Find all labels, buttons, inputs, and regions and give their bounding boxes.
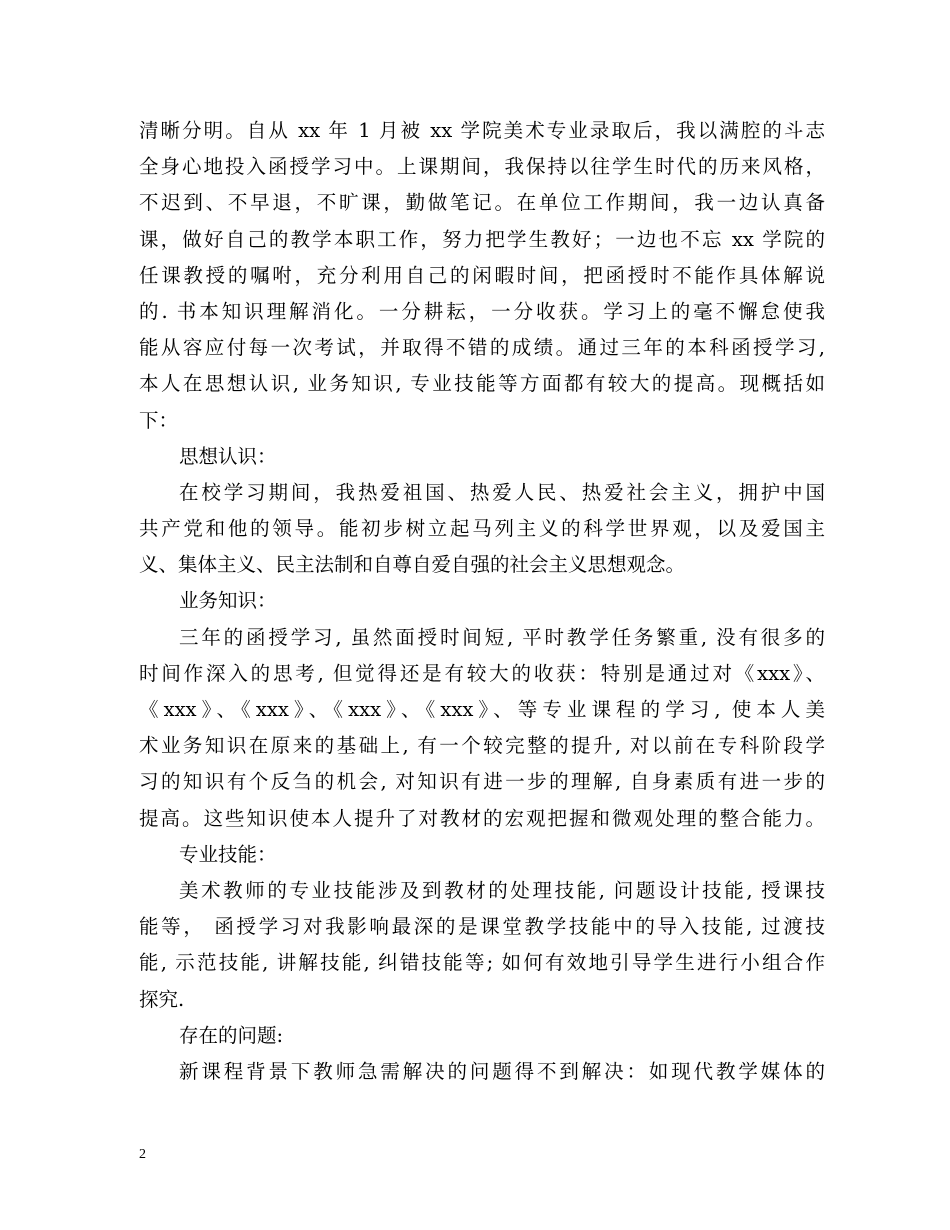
text-line: 下： (139, 408, 179, 432)
text-line: 提高。这些知识使本人提升了对教材的宏观把握和微观处理的整合能力。 (139, 806, 825, 830)
text-line: 能, 示范技能, 讲解技能, 纠错技能等; 如何有效地引导学生进行小组合作 (139, 951, 825, 975)
text-line: 习的知识有个反刍的机会, 对知识有进一步的理解, 自身素质有进一步的 (139, 770, 825, 794)
text-line: 探究. (139, 987, 185, 1011)
page-number: 2 (139, 1147, 146, 1162)
text-line: 在校学习期间，我热爱祖国、热爱人民、热爱社会主义，拥护中国 (179, 480, 825, 504)
text-line: 共产党和他的领导。能初步树立起马列主义的科学世界观，以及爱国主 (139, 517, 825, 541)
text-line: 美术教师的专业技能涉及到教材的处理技能, 问题设计技能, 授课技 (179, 878, 825, 902)
text-line: 清晰分明。自从 xx 年 1 月被 xx 学院美术专业录取后，我以满腔的斗志 (139, 119, 825, 142)
text-line: 术业务知识在原来的基础上, 有一个较完整的提升, 对以前在专科阶段学 (139, 734, 825, 758)
text-line: 能从容应付每一次考试，并取得不错的成绩。通过三年的本科函授学习, (139, 336, 825, 360)
text-line: 义、集体主义、民主法制和自尊自爱自强的社会主义思想观念。 (139, 553, 686, 577)
text-line: 专业技能： (179, 842, 277, 866)
text-line: 任课教授的嘱咐，充分利用自己的闲暇时间，把函授时不能作具体解说 (139, 263, 825, 287)
text-line: 存在的问题: (179, 1023, 284, 1047)
text-line: 课，做好自己的教学本职工作，努力把学生教好；一边也不忘 xx 学院的 (139, 227, 825, 251)
text-line: 的. 书本知识理解消化。一分耕耘，一分收获。学习上的毫不懈怠使我 (139, 299, 825, 323)
body-text (139, 113, 825, 1090)
text-line: 全身心地投入函授学习中。上课期间，我保持以往学生时代的历来风格， (139, 155, 825, 179)
text-line: 本人在思想认识, 业务知识, 专业技能等方面都有较大的提高。现概括如 (139, 372, 825, 396)
text-line: 思想认识： (179, 444, 277, 468)
text-line: 业务知识： (179, 589, 277, 613)
text-line: 不迟到、不早退，不旷课，勤做笔记。在单位工作期间，我一边认真备 (139, 191, 825, 215)
text-line: 能等， 函授学习对我影响最深的是课堂教学技能中的导入技能, 过渡技 (139, 915, 825, 939)
text-line: 时间作深入的思考, 但觉得还是有较大的收获：特别是通过对《xxx》、 (139, 661, 825, 685)
text-line: 三年的函授学习, 虽然面授时间短, 平时教学任务繁重, 没有很多的 (179, 625, 825, 649)
text-line: 新课程背景下教师急需解决的问题得不到解决：如现代教学媒体的 (179, 1059, 825, 1083)
text-line: 《xxx》、《xxx》、《xxx》、《xxx》、等专业课程的学习, 使本人美 (139, 698, 825, 721)
